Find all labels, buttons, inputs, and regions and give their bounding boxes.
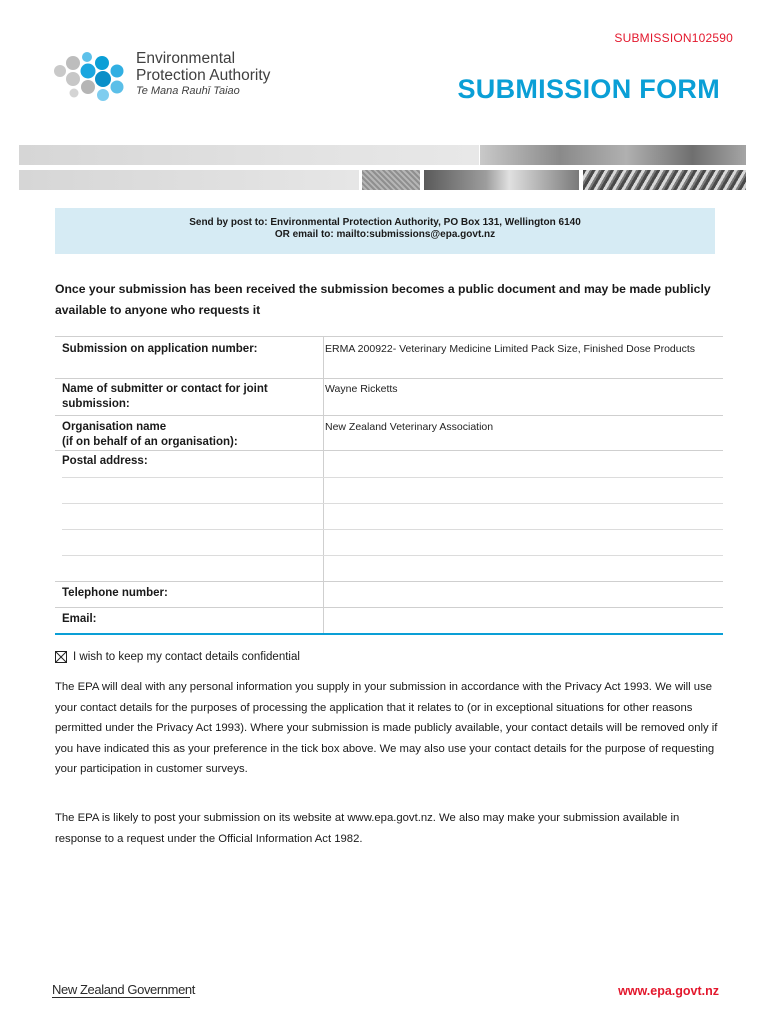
value-postal-address[interactable]	[324, 451, 723, 581]
label-telephone: Telephone number:	[55, 582, 324, 607]
logo-line-2: Protection Authority	[136, 67, 271, 84]
banner-bar-bottom	[19, 170, 359, 190]
value-application-number[interactable]: ERMA 200922- Veterinary Medicine Limited Pack Size, Finished Dose Products	[325, 343, 696, 355]
post-address-line: Send by post to: Environmental Protection Authority, PO Box 131, Wellington 6140	[189, 217, 581, 228]
epa-dots-logo-icon	[52, 51, 130, 103]
banner-bar-top	[19, 145, 479, 165]
header-banner	[19, 145, 747, 191]
address-line-divider	[62, 555, 723, 556]
value-email[interactable]	[324, 608, 723, 633]
post-instructions-box	[55, 208, 715, 254]
row-organisation	[55, 415, 723, 450]
nz-government-logo: New Zealand Government	[52, 982, 195, 997]
banner-photo-landscape	[480, 145, 746, 165]
privacy-paragraph: The EPA will deal with any personal information you supply in your submission in accordance with the Privacy Act 1993. We will use your contact details for the purposes of processing the application that it relates to (or in exceptional situations for other reasons permitted under the Privacy Act 1993). Where your submission is made publicly available, your contact details will be removed only if you have indicated this as your preference in the tick box above. We may also use your contact details for the purpose of requesting your participation in customer surveys.	[55, 681, 718, 776]
confidential-label: I wish to keep my contact details confidential	[73, 651, 300, 663]
row-submitter	[55, 378, 723, 415]
label-email: Email:	[55, 608, 324, 633]
value-submitter[interactable]: Wayne Ricketts	[325, 383, 398, 395]
row-email	[55, 607, 723, 635]
address-line-divider	[62, 477, 723, 478]
label-organisation-line2: (if on behalf of an organisation):	[62, 436, 238, 448]
value-telephone[interactable]	[324, 582, 723, 607]
banner-photo-fern	[583, 170, 746, 190]
row-telephone	[55, 581, 723, 607]
epa-logo	[52, 49, 312, 107]
label-organisation-line1: Organisation name	[62, 421, 167, 433]
label-submitter: Name of submitter or contact for joint submission:	[55, 379, 324, 415]
email-address-line[interactable]: OR email to: mailto:submissions@epa.govt.nz	[274, 229, 496, 240]
value-organisation[interactable]: New Zealand Veterinary Association	[325, 421, 494, 433]
checkbox-checked-icon[interactable]	[55, 651, 67, 663]
submission-id: SUBMISSION102590	[614, 31, 733, 45]
label-organisation	[55, 416, 324, 450]
nz-government-underline	[52, 997, 190, 998]
label-postal-address	[55, 451, 324, 581]
logo-line-1: Environmental	[136, 50, 236, 67]
contact-details-table	[55, 336, 723, 635]
public-document-notice: Once your submission has been received the submission becomes a public document and may be made publicly available to anyone who requests it	[55, 282, 711, 317]
confidential-option[interactable]	[55, 651, 300, 663]
banner-photo-sky	[424, 170, 579, 190]
footer-website-link[interactable]: www.epa.govt.nz	[618, 984, 719, 998]
address-line-divider	[62, 529, 723, 530]
label-postal-address-text: Postal address:	[62, 455, 148, 467]
address-line-divider	[62, 503, 723, 504]
banner-photo-texture	[362, 170, 420, 190]
row-application-number	[55, 336, 723, 378]
row-postal-address	[55, 450, 723, 581]
label-application-number: Submission on application number:	[55, 337, 324, 378]
website-paragraph: The EPA is likely to post your submission on its website at www.epa.govt.nz. We also may make your submission available in response to a request under the Official Information Act 1982.	[55, 812, 680, 845]
form-title: SUBMISSION FORM	[457, 74, 720, 104]
logo-line-3: Te Mana Rauhī Taiao	[136, 85, 240, 97]
